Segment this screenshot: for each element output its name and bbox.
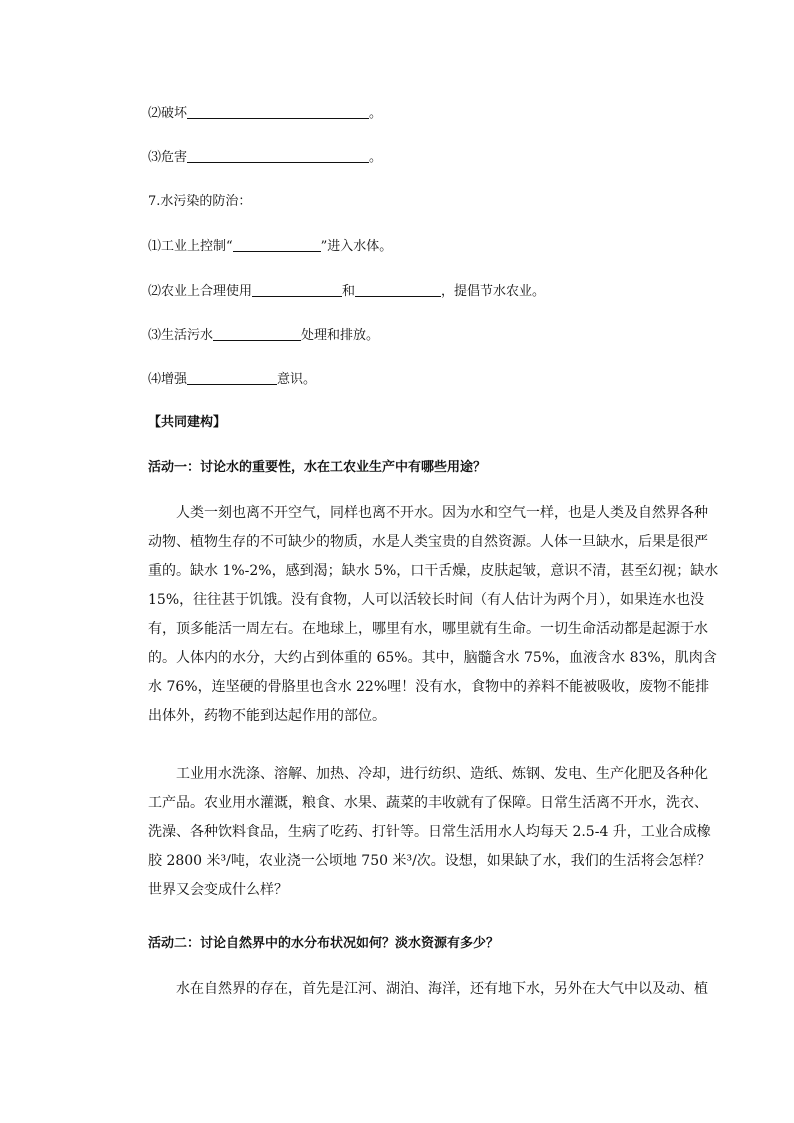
- q7-item-1-pre: ⑴工业上控制“: [148, 239, 233, 254]
- paragraph-line: 重的。缺水 1%-2%，感到渴；缺水 5%，口干舌燥，皮肤起皱，意识不清，甚至幻视；缺水: [148, 563, 719, 579]
- q6-item-2: [148, 104, 382, 123]
- activity-2-title: 活动二：讨论自然界中的水分布状况如何？淡水资源有多少？: [148, 936, 500, 951]
- q7-item-3-pre: ⑶生活污水: [148, 328, 214, 343]
- q7-item-2-pre: ⑵农业上合理使用: [148, 284, 253, 299]
- q7-item-3: [148, 326, 379, 345]
- q7-item-1-blank[interactable]: [233, 237, 321, 252]
- paragraph-line: 15%，往往甚于饥饿。没有食物，人可以活较长时间（有人估计为两个月），如果连水也没: [148, 592, 705, 608]
- paragraph-line: 的。人体内的水分，大约占到体重的 65%。其中，脑髓含水 75%，血液含水 83%，肌肉含: [148, 650, 717, 666]
- q7-item-4-blank[interactable]: [187, 370, 277, 385]
- q7-title: 7.水污染的防治：: [148, 194, 252, 209]
- paragraph-line: 人类一刻也离不开空气，同样也离不开水。因为水和空气一样，也是人类及自然界各种: [148, 505, 708, 521]
- q7-item-1: [148, 237, 392, 256]
- paragraph-line: 动物、植物生存的不可缺少的物质，水是人类宝贵的自然资源。人体一旦缺水，后果是很严: [148, 534, 708, 550]
- q7-item-2-blank-a[interactable]: [252, 282, 342, 297]
- q7-item-2: [148, 282, 545, 301]
- q6-item-2-end: 。: [369, 106, 383, 121]
- q7-item-1-post: ”进入水体。: [320, 239, 393, 254]
- q6-item-3: [148, 148, 382, 167]
- q7-item-3-blank[interactable]: [213, 326, 301, 341]
- paragraph-line: 洗澡、各种饮料食品，生病了吃药、打针等。日常生活用水人均每天 2.5-4 升，工业合成橡: [148, 824, 711, 840]
- activity-1-paragraph-1: [148, 499, 719, 731]
- q6-item-2-label: ⑵破坏: [148, 106, 188, 121]
- paragraph-line: 水在自然界的存在，首先是江河、湖泊、海洋，还有地下水，另外在大气中以及动、植: [148, 981, 708, 997]
- q7-item-4-post: 意识。: [277, 372, 317, 387]
- paragraph-line: 出体外，药物不能到达起作用的部位。: [148, 708, 386, 724]
- paragraph-line: 有，顶多能活一周左右。在地球上，哪里有水，哪里就有生命。一切生命活动都是起源于水: [148, 621, 708, 637]
- paragraph-line: 胶 2800 米³/吨，农业浇一公顷地 750 米³/次。设想，如果缺了水，我们的生活将会怎样？: [148, 853, 711, 869]
- paragraph-line: 工产品。农业用水灌溉，粮食、水果、蔬菜的丰收就有了保障。日常生活离不开水，洗衣、: [148, 795, 708, 811]
- q6-item-3-blank[interactable]: [187, 148, 369, 163]
- q7-item-3-post: 处理和排放。: [301, 328, 380, 343]
- q6-item-3-label: ⑶危害: [148, 150, 188, 165]
- paragraph-line: 世界又会变成什么样？: [148, 882, 288, 898]
- q6-item-2-blank[interactable]: [187, 104, 369, 119]
- q7-item-2-mid: 和: [342, 284, 356, 299]
- section-heading: 【共同建构】: [148, 415, 227, 430]
- q6-item-3-end: 。: [369, 150, 383, 165]
- activity-2-paragraph-1: [148, 975, 708, 1004]
- paragraph-line: 水 76%，连坚硬的骨胳里也含水 22%哩！没有水，食物中的养料不能被吸收，废物不能排: [148, 679, 710, 695]
- q7-item-4-pre: ⑷增强: [148, 372, 188, 387]
- activity-1-title: 活动一：讨论水的重要性，水在工农业生产中有哪些用途？: [148, 460, 487, 475]
- q7-item-2-blank-b[interactable]: [355, 282, 441, 297]
- q7-item-2-post: ，提倡节水农业。: [441, 284, 546, 299]
- paragraph-line: 工业用水洗涤、溶解、加热、冷却，进行纺织、造纸、炼钢、发电、生产化肥及各种化: [148, 766, 708, 782]
- q7-item-4: [148, 370, 316, 389]
- activity-1-paragraph-2: [148, 760, 711, 905]
